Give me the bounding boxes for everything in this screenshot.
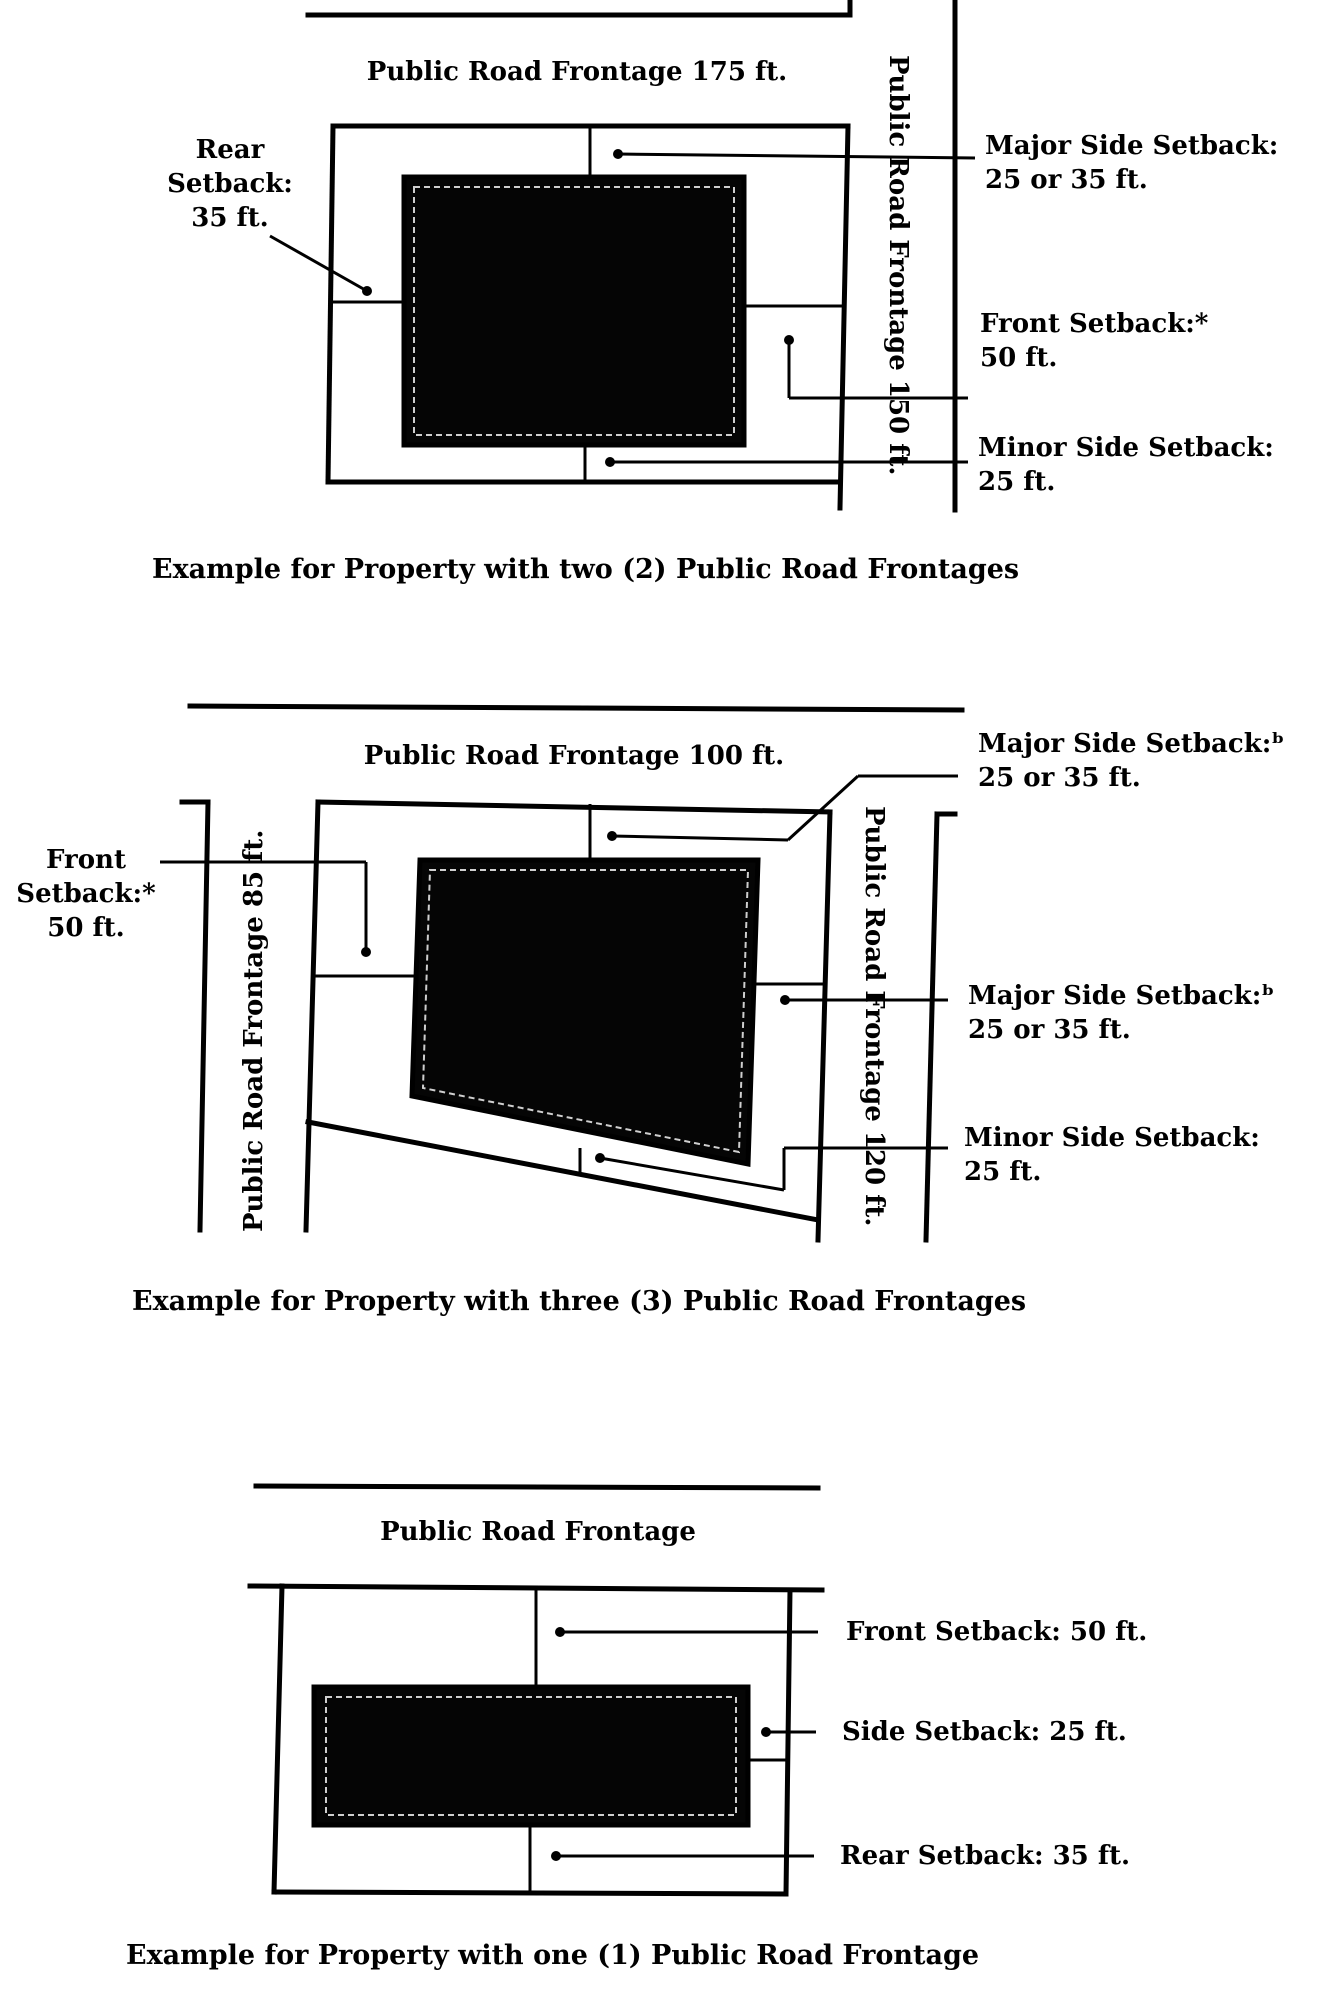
road-frontage-label: Public Road Frontage 120 ft. <box>859 806 889 1227</box>
rear-setback-label: Rear Setback: 35 ft. <box>840 1841 1131 1871</box>
major-side-top-leader <box>788 776 858 840</box>
minor-side-setback-label: Minor Side Setback: <box>978 433 1274 463</box>
property-line <box>840 126 848 508</box>
front-setback-label: 50 ft. <box>980 343 1058 373</box>
front-setback-label: 50 ft. <box>47 913 125 943</box>
property-line <box>274 1892 786 1894</box>
building-footprint <box>404 177 744 445</box>
front-setback-label: Front Setback:* <box>980 309 1209 339</box>
property-line <box>274 1586 282 1892</box>
road-edge-line <box>926 814 937 1240</box>
major-side-setback-label: Major Side Setback:ᵇ <box>978 729 1285 759</box>
property-line <box>786 1590 790 1894</box>
property-line <box>318 802 830 812</box>
minor-side-setback-label: 25 ft. <box>964 1157 1042 1187</box>
road-frontage-label: Public Road Frontage 175 ft. <box>366 57 788 87</box>
road-frontage-label: Public Road Frontage 85 ft. <box>239 829 269 1232</box>
major-side-setback-label: 25 or 35 ft. <box>978 763 1141 793</box>
road-edge-line <box>256 1486 818 1488</box>
major-side-top-leader <box>612 836 788 840</box>
road-edge-line <box>200 802 208 1230</box>
road-frontage-label: Public Road Frontage 150 ft. <box>883 55 913 476</box>
property-line <box>328 126 333 482</box>
building-footprint <box>314 1687 748 1825</box>
diagram-caption: Example for Property with two (2) Public Road Frontages <box>152 554 1020 585</box>
property-line <box>306 802 318 1230</box>
diagram-caption: Example for Property with one (1) Public Road Frontage <box>126 1940 980 1971</box>
diagram-three-frontages <box>16 706 1284 1317</box>
property-line <box>818 812 830 1240</box>
diagram-two-frontages <box>152 0 1278 585</box>
road-edge-line <box>190 706 962 710</box>
major-side-setback-label: Major Side Setback: <box>985 131 1279 161</box>
major-side-leader <box>618 154 975 158</box>
road-frontage-label: Public Road Frontage 100 ft. <box>363 741 785 771</box>
rear-setback-label: 35 ft. <box>191 203 269 233</box>
diagram-caption: Example for Property with three (3) Public Road Frontages <box>132 1286 1027 1317</box>
front-setback-label: Front <box>46 845 126 875</box>
minor-side-setback-label: Minor Side Setback: <box>964 1123 1260 1153</box>
rear-setback-leader <box>270 236 367 291</box>
diagram-one-frontage <box>126 1486 1147 1971</box>
side-setback-label: Side Setback: 25 ft. <box>842 1717 1127 1747</box>
rear-setback-label: Rear <box>195 135 265 165</box>
rear-setback-label: Setback: <box>167 169 293 199</box>
road-frontage-label: Public Road Frontage <box>380 1517 696 1547</box>
major-side-setback-label: 25 or 35 ft. <box>985 165 1148 195</box>
front-setback-label: Setback:* <box>16 879 156 909</box>
major-side-setback-label: 25 or 35 ft. <box>968 1015 1131 1045</box>
major-side-setback-label: Major Side Setback:ᵇ <box>968 981 1275 1011</box>
building-footprint <box>412 860 758 1164</box>
minor-side-setback-label: 25 ft. <box>978 467 1056 497</box>
front-setback-label: Front Setback: 50 ft. <box>846 1617 1148 1647</box>
